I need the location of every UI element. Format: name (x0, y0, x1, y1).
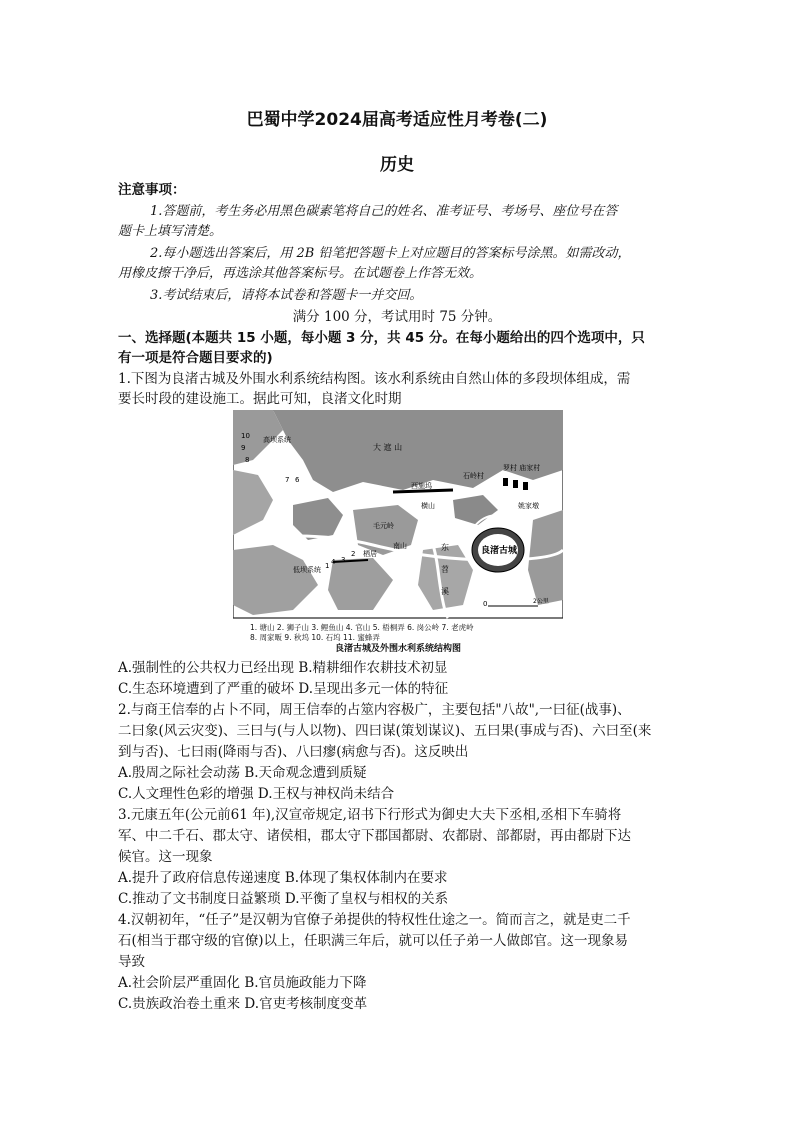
map-label-qiqi: 栖居 (363, 550, 377, 558)
q1-stem: 1.下图为良渚古城及外围水利系统结构图。该水利系统由自然山体的多段坝体组成，需 (118, 371, 631, 387)
q1-options-cd: C.生态环境遭到了严重的破坏 D.呈现出多元一体的特征 (118, 681, 449, 697)
map-label-maoyuan: 毛元岭 (373, 522, 394, 530)
q2-options-cd: C.人文理性色彩的增强 D.王权与神权尚未结合 (118, 786, 395, 802)
notice-item-1-cont: 题卡上填写清楚。 (118, 224, 223, 239)
section1-heading-cont: 有一项是符合题目要求的) (118, 350, 273, 366)
notice-item-1: 1.答题前，考生务必用黑色碳素笔将自己的姓名、准考证号、考场号、座位号在答 (150, 204, 618, 219)
map-label-dong: 东 (441, 543, 449, 552)
map-legend-1: 1. 塘山 2. 狮子山 3. 鲤鱼山 4. 官山 5. 梧桐弄 6. 岗公岭 7. 老虎岭 (250, 623, 474, 632)
notice-item-2-cont: 用橡皮擦干净后，再选涂其他答案标号。在试题卷上作答无效。 (118, 266, 483, 281)
map-num-2: 2 (351, 550, 356, 558)
exam-title: 巴蜀中学2024届高考适应性月考卷(二) (246, 110, 548, 130)
q3-options-ab: A.提升了政府信息传递速度 B.体现了集权体制内在要求 (118, 870, 448, 886)
q4-stem: 4.汉朝初年，“任子”是汉朝为官僚子弟提供的特权性仕途之一。简而言之，就是吏二千 (118, 912, 631, 928)
map-label-nanshan: 南山 (393, 542, 407, 550)
map-num-7: 7 (285, 476, 290, 484)
map-num-4: 4 (331, 558, 336, 566)
map-label-gaoba: 高坝系统 (263, 436, 291, 444)
q3-stem-cont2: 候官。这一现象 (118, 849, 213, 865)
map-label-shiling: 石岭村 (463, 472, 484, 480)
map-num-10: 10 (241, 432, 250, 440)
liangzhu-map (233, 410, 563, 656)
score-line: 满分 100 分，考试用时 75 分钟。 (292, 309, 502, 325)
q4-options-ab: A.社会阶层严重固化 B.官员施政能力下降 (118, 975, 367, 991)
map-caption: 良渚古城及外围水利系统结构图 (334, 644, 461, 654)
map-num-6: 6 (295, 476, 300, 484)
q2-stem: 2.与商王信奉的占卜不同，周王信奉的占筮内容极广，主要包括"八故",一曰征(战事)、 (118, 702, 631, 718)
section1-heading: 一、选择题(本题共 15 小题，每小题 3 分，共 45 分。在每小题给出的四个选项中，只 (118, 330, 645, 346)
q2-options-ab: A.殷周之际社会动荡 B.天命观念遭到质疑 (118, 765, 367, 781)
map-label-tiao: 苕 (441, 565, 449, 574)
map-num-8: 8 (245, 456, 250, 464)
map-label-xi: 溪 (441, 587, 449, 596)
notice-item-2: 2.每小题选出答案后，用 2B 铅笔把答题卡上对应题目的答案标号涂黑。如需改动， (150, 246, 631, 261)
q1-options-ab: A.强制性的公共权力已经出现 B.精耕细作农耕技术初显 (118, 660, 448, 676)
exam-subject: 历史 (380, 155, 414, 175)
map-scale: 2公里 (533, 598, 549, 605)
map-scale-zero: 0 (483, 600, 488, 608)
q1-stem-cont: 要长时段的建设施工。据此可知，良渚文化时期 (118, 391, 402, 407)
map-num-1: 1 (325, 562, 330, 570)
map-label-diba: 低坝系统 (293, 566, 321, 574)
notice-item-3: 3.考试结束后，请将本试卷和答题卡一并交回。 (150, 288, 423, 303)
q4-stem-cont1: 石(相当于郡守级的官僚)以上，任职满三年后，就可以任子弟一人做郎官。这一现象易 (118, 933, 629, 949)
q4-options-cd: C.贵族政治卷土重来 D.官吏考核制度变革 (118, 996, 368, 1012)
map-label-gucheng: 良渚古城 (481, 546, 518, 556)
q2-stem-cont1: 二曰象(风云灾变)、三曰与(与人以物)、四曰谋(策划谋议)、五曰果(事成与否)、六曰至(来 (118, 723, 652, 739)
q3-options-cd: C.推动了文书制度日益繁琐 D.平衡了皇权与相权的关系 (118, 891, 449, 907)
q4-stem-cont2: 导致 (118, 954, 145, 970)
map-num-9: 9 (241, 444, 246, 452)
map-label-luojia: 罗村 庙家村 (503, 464, 541, 472)
map-label-hengshan: 横山 (421, 502, 435, 510)
map-label-xishi: 西施坞 (411, 482, 432, 490)
notice-heading: 注意事项： (118, 182, 186, 198)
q3-stem: 3.元康五年(公元前61 年),汉宣帝规定,诏书下行形式为御史大夫下丞相,丞相下车骑将 (118, 807, 622, 823)
q3-stem-cont1: 军、中二千石、郡太守、诸侯相，郡太守下郡国都尉、农都尉、部都尉，再由都尉下达 (118, 828, 631, 844)
q2-stem-cont2: 到与否)、七曰雨(降雨与否)、八曰瘳(病愈与否)。这反映出 (118, 744, 469, 760)
map-num-3: 3 (341, 556, 346, 564)
map-label-dazheshan: 大 遮 山 (373, 443, 403, 452)
map-label-yaojia: 姚家墩 (518, 502, 539, 510)
map-legend-2: 8. 周家畈 9. 秋坞 10. 石坞 11. 蜜蜂弄 (250, 633, 380, 642)
